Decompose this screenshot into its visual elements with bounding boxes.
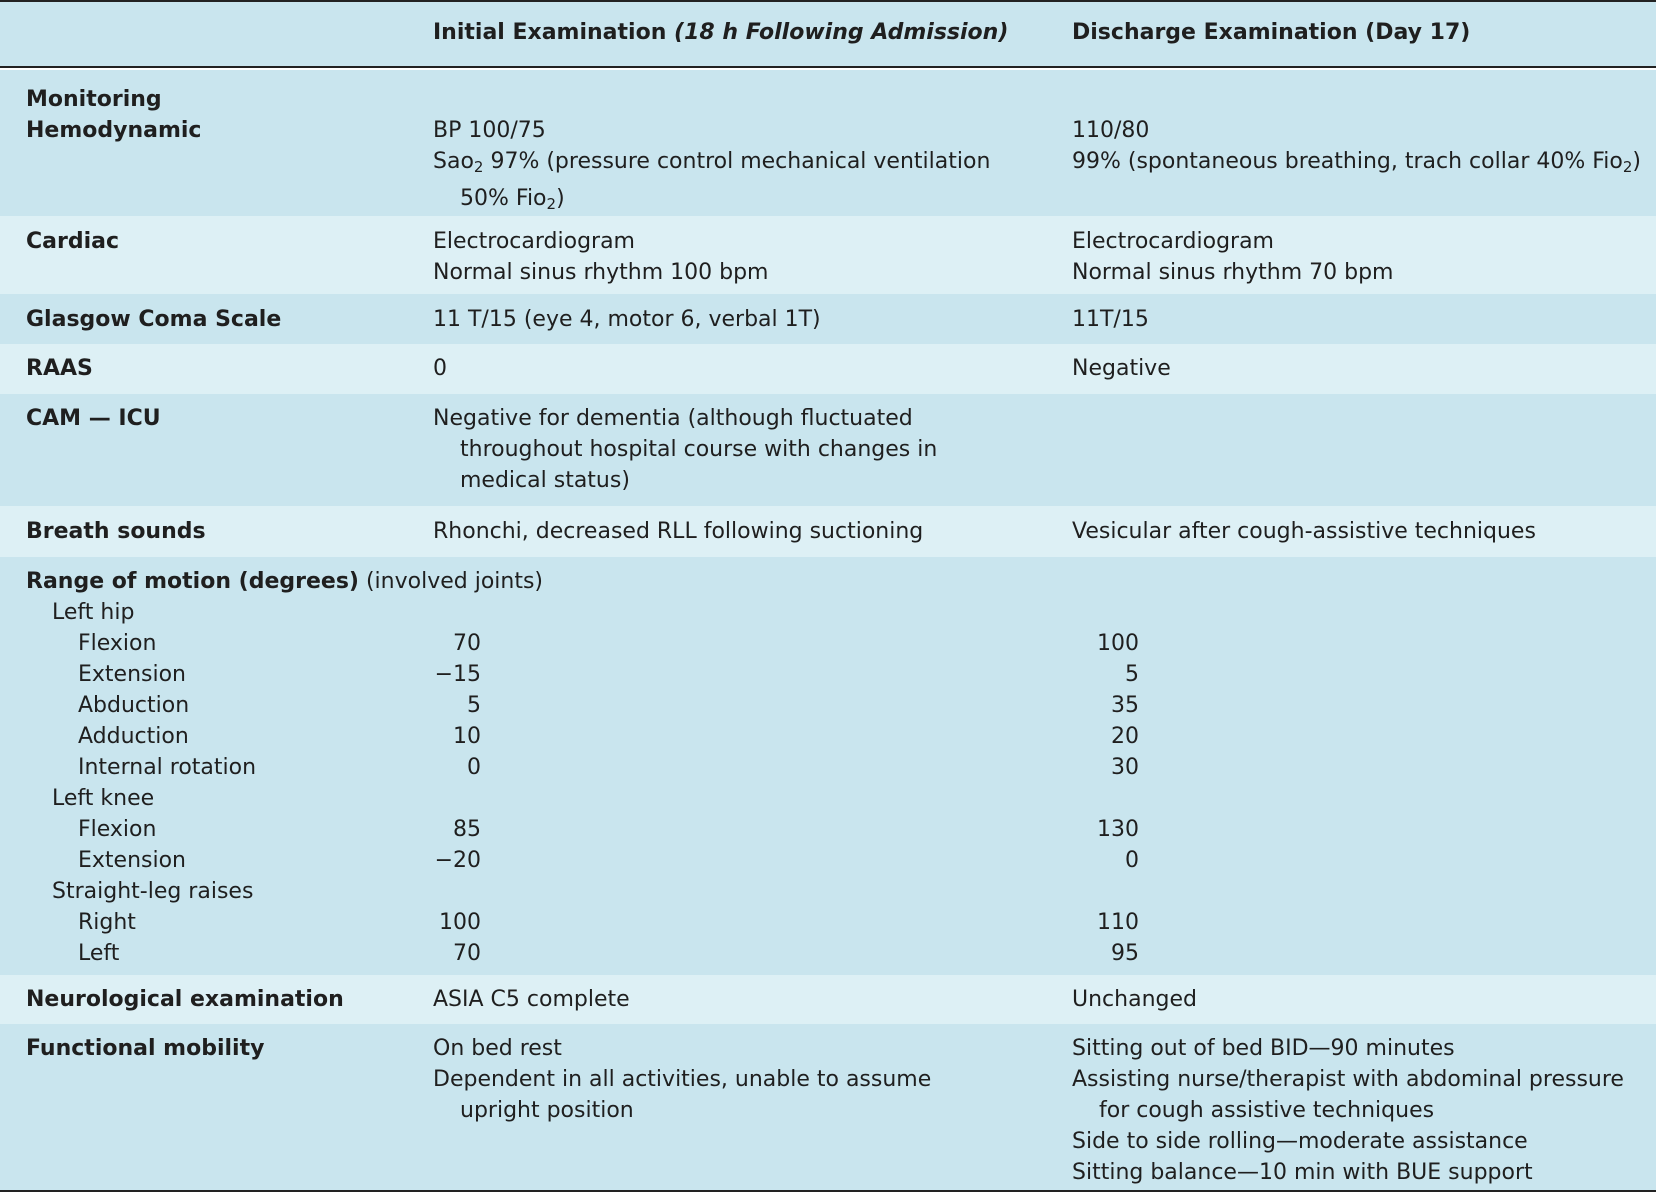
rom-initial-value: 70 bbox=[453, 941, 481, 966]
cell-initial-raas: 0 bbox=[433, 356, 447, 381]
table-row-range-of-motion bbox=[0, 557, 1656, 975]
rom-discharge-value: 35 bbox=[1111, 693, 1139, 718]
table-row-monitoring bbox=[0, 68, 1656, 216]
rom-item-label: Abduction bbox=[78, 693, 190, 718]
cell-discharge-neurological: Unchanged bbox=[1072, 987, 1197, 1012]
rom-item-label: Extension bbox=[78, 848, 187, 873]
rom-item-label: Flexion bbox=[78, 631, 157, 656]
cell-discharge-functional-mobility: Sitting out of bed BID—90 minutes Assisting nurse/therapist with abdominal pressure for cough assistive techniques Side to side rolling—moderate assistance Sitting balance—10 min with BUE support bbox=[1072, 1036, 1624, 1185]
header-discharge-examination: Discharge Examination (Day 17) bbox=[1072, 20, 1471, 45]
row-label-breath-sounds: Breath sounds bbox=[26, 519, 206, 544]
rom-item-label: Straight-leg raises bbox=[52, 879, 254, 904]
rom-item-label: Flexion bbox=[78, 817, 157, 842]
row-label-gcs: Glasgow Coma Scale bbox=[26, 307, 282, 332]
rom-item-label: Right bbox=[78, 910, 136, 935]
row-label-raas: RAAS bbox=[26, 356, 93, 381]
cell-initial-functional-mobility: On bed rest Dependent in all activities, unable to assume upright position bbox=[433, 1036, 932, 1123]
table-row-cardiac bbox=[0, 216, 1656, 294]
rom-item-label: Internal rotation bbox=[78, 755, 257, 780]
rom-initial-value: 85 bbox=[453, 817, 481, 842]
cell-discharge-raas: Negative bbox=[1072, 356, 1171, 381]
row-label-functional-mobility: Functional mobility bbox=[26, 1036, 265, 1061]
row-label-range-of-motion: Range of motion (degrees) (involved joints) bbox=[26, 569, 544, 594]
rom-discharge-value: 30 bbox=[1111, 755, 1139, 780]
rom-initial-value: −20 bbox=[434, 848, 481, 873]
rom-discharge-value: 130 bbox=[1097, 817, 1139, 842]
rom-discharge-value: 95 bbox=[1111, 941, 1139, 966]
table-row-breath-sounds bbox=[0, 506, 1656, 557]
rom-discharge-value: 5 bbox=[1125, 662, 1139, 687]
rom-item-label: Extension bbox=[78, 662, 187, 687]
cell-discharge-breath-sounds: Vesicular after cough-assistive techniques bbox=[1072, 519, 1536, 544]
table-row-neurological bbox=[0, 975, 1656, 1024]
rom-item-label: Adduction bbox=[78, 724, 189, 749]
cell-discharge-hemodynamic: 110/80 99% (spontaneous breathing, trach collar 40% Fio$_2$) bbox=[1072, 118, 1642, 176]
table-row-raas bbox=[0, 344, 1656, 394]
header-initial-examination: Initial Examination (18 h Following Admission) bbox=[433, 20, 1009, 45]
table-header bbox=[0, 2, 1656, 68]
rom-item-label: Left bbox=[78, 941, 120, 966]
rom-discharge-value: 100 bbox=[1097, 631, 1139, 656]
rom-discharge-value: 20 bbox=[1111, 724, 1139, 749]
cell-initial-breath-sounds: Rhonchi, decreased RLL following suctioning bbox=[433, 519, 924, 544]
rom-initial-value: 100 bbox=[439, 910, 481, 935]
row-label-cam-icu: CAM — ICU bbox=[26, 406, 161, 431]
table-row-cam-icu bbox=[0, 394, 1656, 506]
rom-initial-value: 10 bbox=[453, 724, 481, 749]
row-label-neurological: Neurological examination bbox=[26, 987, 344, 1012]
rom-item-label: Left knee bbox=[52, 786, 155, 811]
cell-initial-cardiac: Electrocardiogram Normal sinus rhythm 100 bpm bbox=[433, 229, 769, 285]
cell-initial-cam-icu: Negative for dementia (although fluctuated throughout hospital course with changes in medical status) bbox=[433, 406, 938, 493]
rom-initial-value: 70 bbox=[453, 631, 481, 656]
rom-initial-value: −15 bbox=[434, 662, 481, 687]
cell-discharge-cardiac: Electrocardiogram Normal sinus rhythm 70 bpm bbox=[1072, 229, 1394, 285]
row-label-cardiac: Cardiac bbox=[26, 229, 120, 254]
cell-initial-hemodynamic: BP 100/75 Sao$_2$ 97% (pressure control mechanical ventilation 50% Fio$_2$) bbox=[433, 118, 991, 213]
cell-initial-neurological: ASIA C5 complete bbox=[433, 987, 630, 1012]
rom-discharge-value: 0 bbox=[1125, 848, 1139, 873]
rom-initial-value: 0 bbox=[467, 755, 481, 780]
row-label-monitoring: Monitoring Hemodynamic bbox=[26, 87, 202, 143]
cell-discharge-gcs: 11T/15 bbox=[1072, 307, 1149, 332]
table-row-functional-mobility bbox=[0, 1024, 1656, 1190]
rom-item-label: Left hip bbox=[52, 600, 135, 625]
table-row-gcs bbox=[0, 294, 1656, 344]
cell-initial-gcs: 11 T/15 (eye 4, motor 6, verbal 1T) bbox=[433, 307, 821, 332]
rom-initial-value: 5 bbox=[467, 693, 481, 718]
rom-discharge-value: 110 bbox=[1097, 910, 1139, 935]
